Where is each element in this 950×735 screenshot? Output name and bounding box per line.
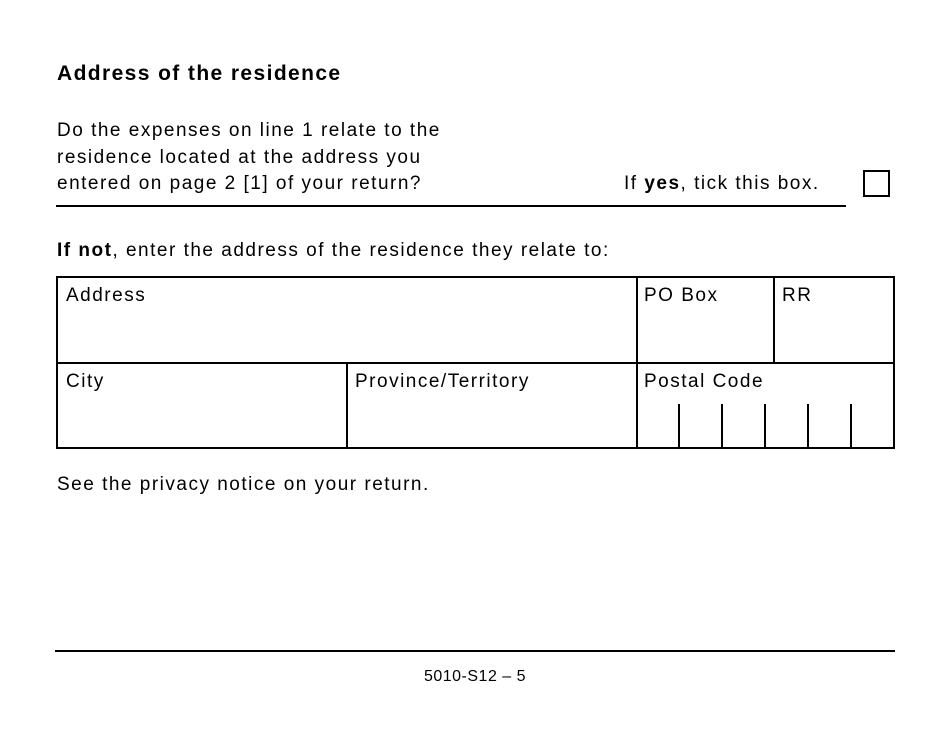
address-field[interactable]: [58, 278, 636, 362]
address-label: Address: [66, 285, 147, 306]
if-not-bold: If not: [57, 240, 113, 261]
if-not-rest: , enter the address of the residence they relate to:: [112, 240, 610, 261]
postal-code-separator: [807, 404, 809, 447]
question-line-2: residence located at the address you: [57, 146, 422, 168]
page-number: 5010-S12 – 5: [423, 668, 527, 685]
residence-question: [57, 118, 441, 198]
postal-code-label: Postal Code: [644, 371, 765, 392]
same-address-checkbox[interactable]: [863, 170, 890, 197]
rr-field[interactable]: [775, 278, 893, 362]
question-line-1: Do the expenses on line 1 relate to the: [57, 120, 441, 141]
rr-label: RR: [782, 285, 813, 306]
po-box-field[interactable]: [638, 278, 773, 362]
tick-yes: yes: [644, 173, 681, 194]
if-not-instruction: [57, 240, 610, 262]
province-field[interactable]: [348, 364, 636, 447]
tick-suffix: , tick this box.: [680, 173, 820, 194]
footer-divider: [55, 650, 895, 652]
postal-code-field[interactable]: [638, 364, 893, 447]
tick-prefix: If: [624, 173, 645, 194]
po-box-label: PO Box: [644, 285, 719, 306]
city-field[interactable]: [58, 364, 346, 447]
postal-code-separator: [678, 404, 680, 447]
section-title: Address of the residence: [57, 62, 342, 85]
city-label: City: [66, 371, 105, 392]
privacy-note: See the privacy notice on your return.: [57, 474, 430, 495]
postal-code-separator: [764, 404, 766, 447]
postal-code-separator: [850, 404, 852, 447]
tick-instruction: [624, 173, 820, 195]
address-form-grid: [56, 276, 895, 449]
question-divider: [56, 205, 846, 207]
postal-code-separator: [721, 404, 723, 447]
question-line-3: entered on page 2 [1] of your return?: [57, 173, 422, 194]
province-label: Province/Territory: [355, 371, 530, 392]
